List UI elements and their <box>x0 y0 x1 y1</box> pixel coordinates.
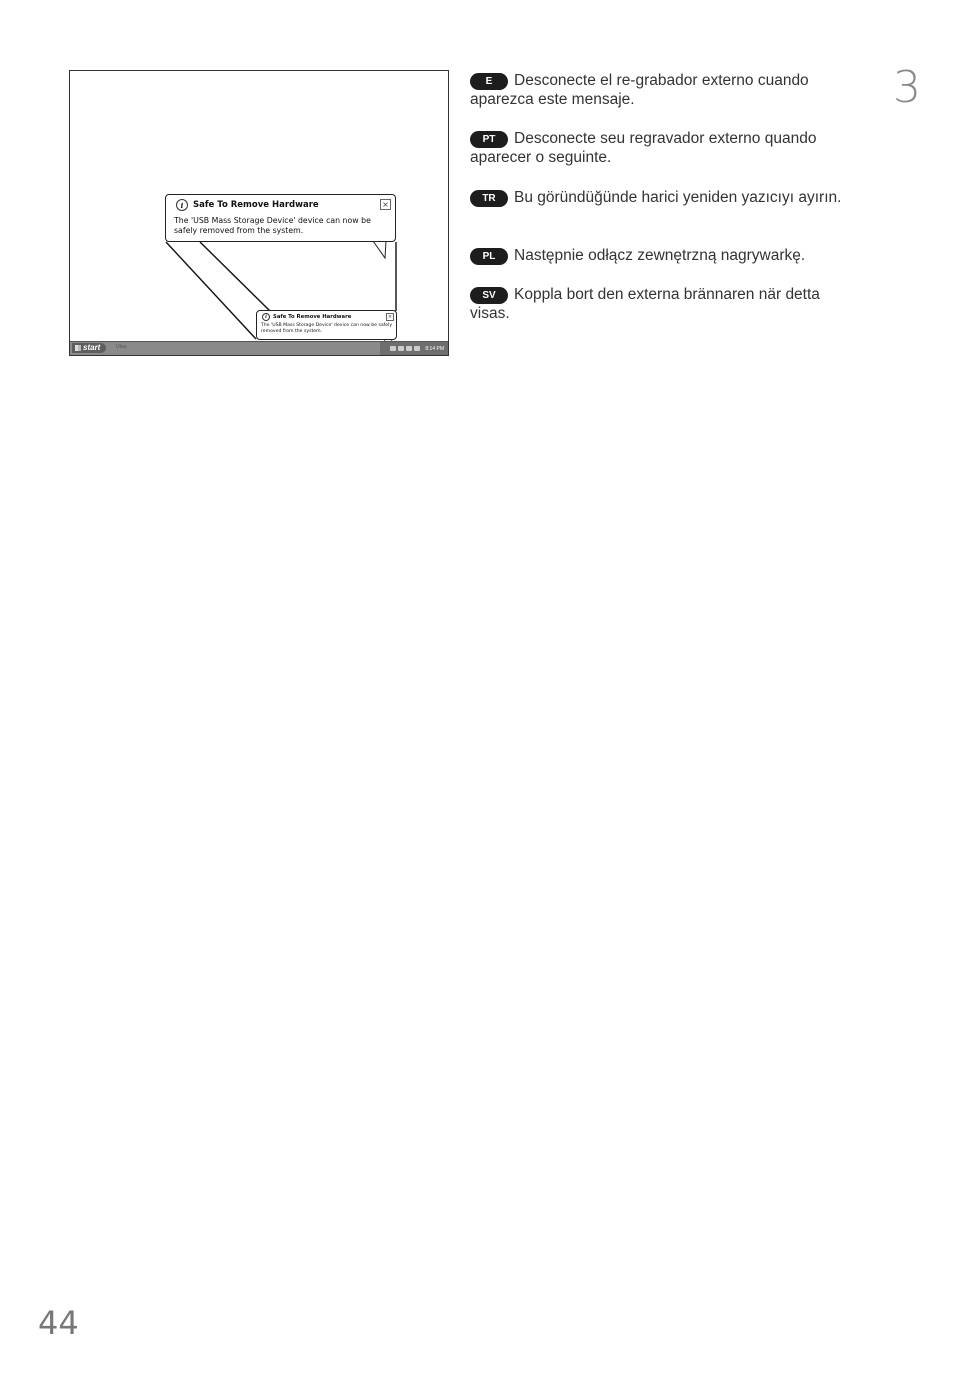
info-icon: i <box>262 313 270 321</box>
close-icon[interactable]: × <box>380 199 391 210</box>
taskbar <box>70 341 448 355</box>
page-number: 44 <box>38 1304 79 1342</box>
instruction-text: Następnie odłącz zewnętrzną nagrywarkę. <box>514 247 806 264</box>
instruction-text: Desconecte el re-grabador externo cuando aparezca este mensaje. <box>470 72 809 108</box>
start-label: start <box>83 343 101 352</box>
clock: 8:14 PM <box>425 345 444 352</box>
taskbar-item-label[interactable]: Ulea <box>116 344 127 350</box>
balloon-title-row <box>176 199 319 211</box>
balloon-title: Safe To Remove Hardware <box>273 314 352 320</box>
screenshot-illustration <box>69 70 449 356</box>
instruction-pt <box>470 129 860 167</box>
language-badge-tr: TR <box>470 190 508 207</box>
instruction-tr <box>470 188 860 207</box>
chapter-number: 3 <box>893 62 921 113</box>
instruction-es <box>470 71 860 109</box>
language-badge-sv: SV <box>470 287 508 304</box>
windows-flag-icon <box>75 345 81 351</box>
safe-remove-balloon-large <box>165 194 396 242</box>
instruction-text: Bu göründüğünde harici yeniden yazıcıyı ayırın. <box>514 189 842 206</box>
language-badge-e: E <box>470 73 508 90</box>
tray-hardware-icon[interactable] <box>390 346 396 351</box>
language-badge-pl: PL <box>470 248 508 265</box>
balloon-title: Safe To Remove Hardware <box>193 200 319 210</box>
tray-volume-icon[interactable] <box>406 346 412 351</box>
instruction-pl <box>470 246 860 265</box>
info-icon: i <box>176 199 188 211</box>
tray-network-icon[interactable] <box>398 346 404 351</box>
safe-remove-balloon-small <box>256 310 397 340</box>
start-button[interactable] <box>72 343 106 353</box>
balloon-message: The 'USB Mass Storage Device' device can now be safely removed from the system. <box>174 216 371 235</box>
close-icon[interactable]: × <box>387 314 393 320</box>
instruction-sv <box>470 285 860 323</box>
balloon-message: The 'USB Mass Storage Device' device can now be safely removed from the system. <box>261 323 393 334</box>
language-badge-pt: PT <box>470 131 508 148</box>
system-tray <box>380 342 448 355</box>
instruction-text: Koppla bort den externa brännaren när detta visas. <box>470 286 820 322</box>
tray-arrow-icon[interactable] <box>414 346 420 351</box>
instruction-text: Desconecte seu regravador externo quando aparecer o seguinte. <box>470 130 817 166</box>
balloon-title-row <box>262 313 351 321</box>
